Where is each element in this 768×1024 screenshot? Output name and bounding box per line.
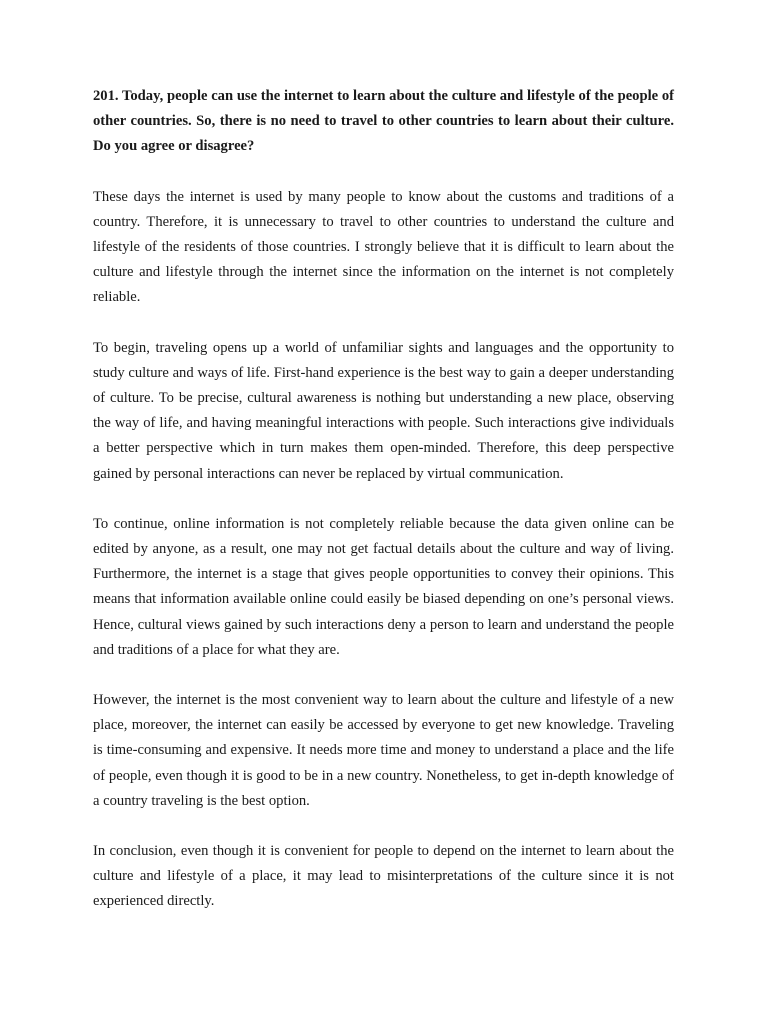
paragraph-body-2: To continue, online information is not completely reliable because the data given online can be edited by anyone, as a result, one may not get factual details about the culture and way of living. Furthermore, the internet is a stage that gives people opportunities to convey their opinions. This means that information available online could easily be biased depending on one’s personal views. Hence, cultural views gained by such interactions deny a person to learn and understand the people and traditions of a place for what they are. [93,515,674,658]
paragraph-body-1: To begin, traveling opens up a world of unfamiliar sights and languages and the opportunity to study culture and ways of life. First-hand experience is the best way to gain a deeper understanding of culture. To be precise, cultural awareness is nothing but understanding a new place, observing the way of life, and having meaningful interactions with people. Such interactions give individuals a better perspective which in turn makes them open-minded. Therefore, this deep perspective gained by personal interactions can never be replaced by virtual communication. [93,339,674,482]
paragraph-body-3: However, the internet is the most convenient way to learn about the culture and lifestyle of a new place, moreover, the internet can easily be accessed by everyone to get new knowledge. Traveling is time-consuming and expensive. It needs more time and money to understand a place and the life of people, even though it is good to be in a new country. Nonetheless, to get in-depth knowledge of a country traveling is the best option. [93,692,674,809]
paragraph-conclusion: In conclusion, even though it is convenient for people to depend on the internet to learn about the culture and lifestyle of a place, it may lead to misinterpretations of the culture since it is not experienced directly. [93,843,674,910]
document-body [93,84,674,915]
paragraph-introduction: These days the internet is used by many people to know about the customs and traditions of a country. Therefore, it is unnecessary to travel to other countries to understand the culture and lifestyle of the residents of those countries. I strongly believe that it is difficult to learn about the culture and lifestyle through the internet since the information on the internet is not completely reliable. [93,188,674,306]
essay-question: 201. Today, people can use the internet to learn about the culture and lifestyle of the people of other countries. So, there is no need to travel to other countries to learn about their culture. Do you agree or disagree? [93,88,674,155]
